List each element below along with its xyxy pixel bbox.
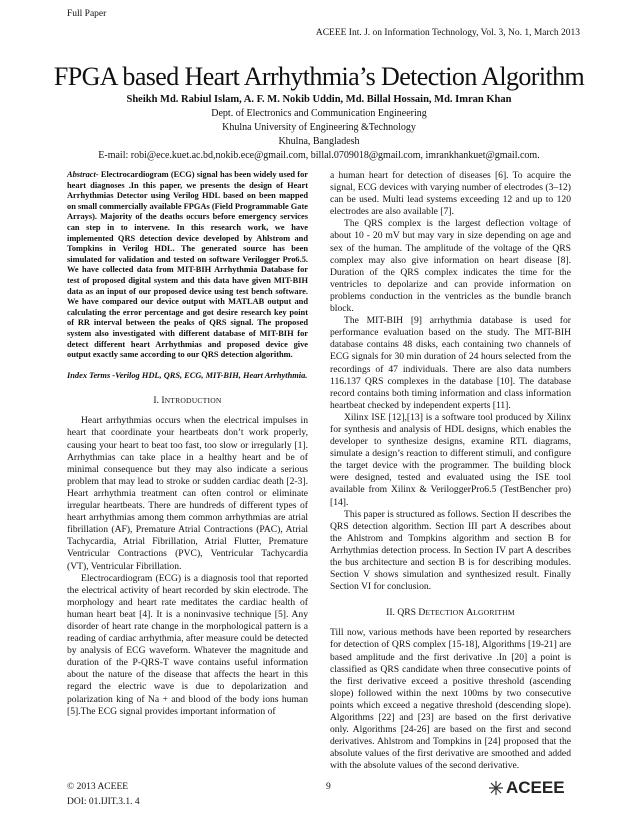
intro-paragraph-2: Electrocardiogram (ECG) is a diagnosis tool that reported the electrical activity of heart recorded by skin electrode. The morphology and heart rate meditates the cardiac health of human heart beat [4]. It is a noninvasive technique [5]. Any disorder of heart rate change in the morphological pattern is a reading of cardiac arrhythmia, after measure could be detected by analysis of ECG waveform. Whatever the magnitude and duration of the P-QRS-T wave contains useful information about the nature of the disease that affects the heart in this regard the electric wave is due to depolarization and polarization king of Na + and blood of the body ions human [5].The ECG signal provides important information of [67, 572, 308, 717]
affiliation-dept: Dept. of Electronics and Communication Engineering [211, 108, 427, 119]
star-icon [488, 780, 504, 796]
aceee-logo [488, 778, 565, 798]
abstract-lead: Abstract- [67, 170, 99, 179]
intro-paragraph-3: a human heart for detection of diseases [6]. To acquire the signal, ECG devices with varying number of electrodes (3–12) can be used. Multi lead systems exceeding 12 and up to 120 electrodes are also available [7]. [330, 170, 571, 218]
affiliation-city: Khulna, Bangladesh [278, 136, 360, 147]
page-number: 9 [326, 782, 331, 792]
intro-paragraph-4: The QRS complex is the largest deflection voltage of about 10 - 20 mV but may vary in size depending on age and sex of the human. The amplitude of the voltage of the QRS complex may also give information on heart disease [8]. Duration of the QRS complex indicates the time for the ventricles to depolarize and can provide information on problems conduction in the ventricles as the bundle branch block. [330, 218, 571, 315]
copyright: © 2013 ACEEE [67, 782, 129, 792]
section-heading-introduction: I. INTRODUCTION [153, 395, 222, 407]
doi: DOI: 01.IJIT.3.1. 4 [67, 797, 140, 807]
abstract [67, 170, 308, 361]
qrs-paragraph: Till now, various methods have been reported by researchers for detection of QRS complex [15-18], Algorithms [19-21] are based amplitude and the first derivative .In [20] a point is classified as QRS candidate when three consecutive points of the first derivative exceed a positive threshold (ascending slope) followed within the next 100ms by two consecutive points which exceed a negative threshold (descending slope). Algorithms [22] and [23] are based on the first derivative only. Algorithms [24-26] are based on the first and second derivatives. Ahlstrom and Tompkins in [24] proposed that the absolute values of the first derivative are smoothed and added with the absolute values of the second derivative. [330, 627, 571, 772]
affiliation-university: Khulna University of Engineering &Technology [222, 122, 416, 133]
abstract-text: Electrocardiogram (ECG) signal has been widely used for heart diagnoses .In this paper, we presents the design of Heart Arrhythmias Detector using Verilog HDL based on been mapped on small commercially available FPGAs (Field Programmable Gate Arrays). Majority of the deaths occurs before emergency services can step in to intervene. In this research work, we have implemented QRS detection device developed by Ahlstrom and Tompkins in Verilog HDL. The generated source has been simulated for validation and tested on software Verilogger Pro6.5. We have collected data from MIT-BIH Arrhythmia Database for test of proposed digital system and this data have given MIT-BIH data as an input of our proposed device using test bench software. We have compared our device output with MATLAB output and calculating the error percentage and got desire research key point of RR interval between the peaks of QRS signal. The proposed system also investigated with different database of MIT-BIH for detect different heart Arrhythmias and proposed device give output exactly same according to our QRS detection algorithm. [67, 170, 308, 360]
header-label: Full Paper [67, 9, 107, 19]
journal-citation: ACEEE Int. J. on Information Technology, Vol. 3, No. 1, March 2013 [315, 28, 580, 38]
intro-paragraph-7: This paper is structured as follows. Section II describes the QRS detection algorithm. Section III part A describes about the Ahlstrom and Tompkins algorithm and section B for Arrhythmias detection process. In Section IV part A describes the bus architecture and section B is for describing modules. Section V shows simulation and synthesized result. Finally Section VI for conclusion. [330, 508, 571, 593]
intro-paragraph-6: Xilinx ISE [12],[13] is a software tool produced by Xilinx for synthesis and analysis of HDL designs, which enables the developer to synthesize designs, examine RTL diagrams, simulate a design’s reaction to different stimuli, and configure the target device with the programmer. The building block were designed, tested and evaluated using the ISE tool available from Xilinx & VeriloggerPro6.5 (TestBencher pro)[14]. [330, 411, 571, 508]
intro-paragraph-5: The MIT-BIH [9] arrhythmia database is used for performance evaluation based on the study. The MIT-BIH database contains 48 disks, each containing two channels of ECG signals for 30 min duration of 24 hours selected from the recordings of 47 individuals. There are also data numbers 116.137 QRS complexes in the database [10]. The database record contains both timing information and class information heartbeat checked by independent experts [11]. [330, 315, 571, 411]
logo-text: ACEEE [506, 778, 565, 797]
affiliation-email: E-mail: robi@ece.kuet.ac.bd,nokib.ece@gmail.com, billal.0709018@gmail.com, imrankhankuet@gmail.com. [98, 150, 540, 161]
authors: Sheikh Md. Rabiul Islam, A. F. M. Nokib Uddin, Md. Billal Hossain, Md. Imran Khan [126, 94, 512, 105]
index-terms: Index Terms -Verilog HDL, QRS, ECG, MIT-BIH, Heart Arrhythmia. [67, 370, 308, 380]
right-column [330, 170, 571, 773]
paper-title: FPGA based Heart Arrhythmia’s Detection Algorithm [53, 62, 585, 91]
left-column [67, 170, 308, 718]
intro-paragraph-1: Heart arrhythmias occurs when the electrical impulses in heart that coordinate your heartbeats don’t work properly, causing your heart to beat too fast, too slow or irregularly [1]. Arrhythmias can take place in a healthy heart and be of minimal consequence but they may also indicate a serious problem that may lead to stroke or sudden cardiac death [2-3]. Heart arrhythmia treatment can often control or eliminate irregular heartbeats. There are hundreds of different types of heart arrhythmias among them common arrhythmias are atrial fibrillation (AF), Premature Atrial Contractions (PAC), Atrial Tachycardia, Atrial Fibrillation, Atrial Flutter, Premature Ventricular Contractions (PVC), Ventricular Tachycardia (VT), Ventricular Fibrillation. [67, 415, 308, 572]
section-heading-qrs: II. QRS DETECTION ALGORITHM [386, 607, 515, 619]
